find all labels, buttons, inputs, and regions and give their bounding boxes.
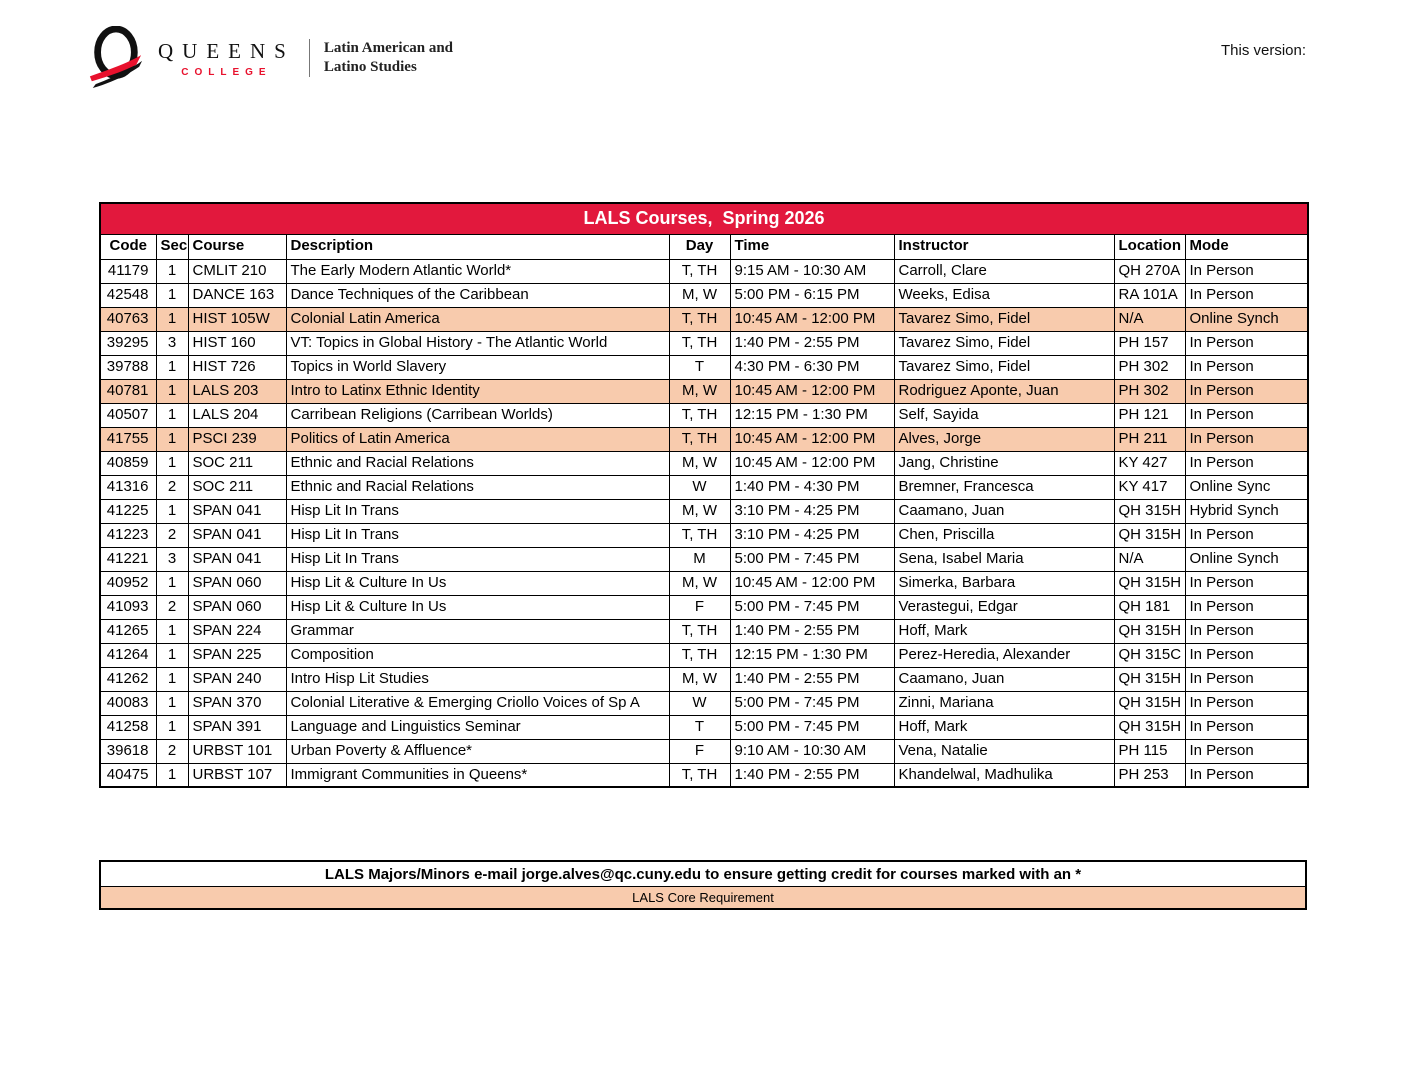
cell-sec: 1 <box>156 499 188 523</box>
cell-location: QH 315C <box>1114 643 1185 667</box>
cell-day: W <box>669 691 730 715</box>
cell-instructor: Zinni, Mariana <box>894 691 1114 715</box>
table-row <box>100 355 1308 379</box>
cell-location: PH 302 <box>1114 379 1185 403</box>
cell-description: Immigrant Communities in Queens* <box>286 763 669 787</box>
cell-instructor: Tavarez Simo, Fidel <box>894 307 1114 331</box>
cell-code: 41093 <box>100 595 156 619</box>
cell-location: KY 427 <box>1114 451 1185 475</box>
cell-description: Colonial Literative & Emerging Criollo Voices of Sp A <box>286 691 669 715</box>
cell-course: SPAN 060 <box>188 595 286 619</box>
cell-description: Carribean Religions (Carribean Worlds) <box>286 403 669 427</box>
cell-mode: In Person <box>1185 571 1308 595</box>
cell-sec: 2 <box>156 595 188 619</box>
cell-course: DANCE 163 <box>188 283 286 307</box>
cell-description: Hisp Lit & Culture In Us <box>286 571 669 595</box>
column-header-course: Course <box>188 234 286 259</box>
cell-code: 40952 <box>100 571 156 595</box>
table-row <box>100 667 1308 691</box>
column-header-description: Description <box>286 234 669 259</box>
cell-code: 40781 <box>100 379 156 403</box>
cell-location: QH 315H <box>1114 691 1185 715</box>
column-header-code: Code <box>100 234 156 259</box>
cell-description: Ethnic and Racial Relations <box>286 475 669 499</box>
cell-mode: In Person <box>1185 619 1308 643</box>
cell-instructor: Verastegui, Edgar <box>894 595 1114 619</box>
cell-description: Dance Techniques of the Caribbean <box>286 283 669 307</box>
cell-code: 41225 <box>100 499 156 523</box>
cell-day: T, TH <box>669 331 730 355</box>
cell-day: T, TH <box>669 523 730 547</box>
cell-sec: 1 <box>156 283 188 307</box>
cell-description: Colonial Latin America <box>286 307 669 331</box>
cell-sec: 1 <box>156 763 188 787</box>
column-header-location: Location <box>1114 234 1185 259</box>
cell-sec: 1 <box>156 403 188 427</box>
cell-code: 40083 <box>100 691 156 715</box>
cell-code: 41264 <box>100 643 156 667</box>
cell-mode: In Person <box>1185 355 1308 379</box>
cell-description: Grammar <box>286 619 669 643</box>
cell-time: 5:00 PM - 7:45 PM <box>730 691 894 715</box>
cell-description: Topics in World Slavery <box>286 355 669 379</box>
cell-time: 10:45 AM - 12:00 PM <box>730 427 894 451</box>
cell-instructor: Alves, Jorge <box>894 427 1114 451</box>
table-row <box>100 763 1308 787</box>
cell-time: 5:00 PM - 7:45 PM <box>730 595 894 619</box>
cell-instructor: Self, Sayida <box>894 403 1114 427</box>
cell-mode: Online Synch <box>1185 547 1308 571</box>
cell-time: 5:00 PM - 6:15 PM <box>730 283 894 307</box>
table-row <box>100 379 1308 403</box>
cell-course: LALS 204 <box>188 403 286 427</box>
cell-description: Hisp Lit In Trans <box>286 523 669 547</box>
cell-sec: 1 <box>156 643 188 667</box>
cell-mode: In Person <box>1185 739 1308 763</box>
cell-description: Hisp Lit & Culture In Us <box>286 595 669 619</box>
cell-day: T <box>669 715 730 739</box>
cell-time: 9:10 AM - 10:30 AM <box>730 739 894 763</box>
cell-instructor: Caamano, Juan <box>894 499 1114 523</box>
cell-location: PH 302 <box>1114 355 1185 379</box>
cell-course: SPAN 041 <box>188 499 286 523</box>
cell-code: 41258 <box>100 715 156 739</box>
cell-course: SOC 211 <box>188 475 286 499</box>
cell-course: PSCI 239 <box>188 427 286 451</box>
cell-instructor: Sena, Isabel Maria <box>894 547 1114 571</box>
cell-mode: In Person <box>1185 763 1308 787</box>
table-title: LALS Courses, Spring 2026 <box>100 203 1308 234</box>
cell-description: Politics of Latin America <box>286 427 669 451</box>
cell-time: 10:45 AM - 12:00 PM <box>730 307 894 331</box>
cell-time: 1:40 PM - 2:55 PM <box>730 619 894 643</box>
cell-instructor: Chen, Priscilla <box>894 523 1114 547</box>
cell-code: 42548 <box>100 283 156 307</box>
cell-sec: 1 <box>156 571 188 595</box>
core-requirement-legend: LALS Core Requirement <box>101 887 1305 908</box>
column-header-mode: Mode <box>1185 234 1308 259</box>
cell-sec: 3 <box>156 331 188 355</box>
table-row <box>100 427 1308 451</box>
course-table-header-row <box>100 234 1308 259</box>
table-row <box>100 619 1308 643</box>
cell-location: PH 115 <box>1114 739 1185 763</box>
cell-code: 41262 <box>100 667 156 691</box>
cell-code: 41755 <box>100 427 156 451</box>
cell-description: The Early Modern Atlantic World* <box>286 259 669 283</box>
table-row <box>100 523 1308 547</box>
table-row <box>100 499 1308 523</box>
cell-description: Intro Hisp Lit Studies <box>286 667 669 691</box>
cell-mode: In Person <box>1185 379 1308 403</box>
cell-sec: 1 <box>156 715 188 739</box>
cell-location: PH 253 <box>1114 763 1185 787</box>
table-row <box>100 259 1308 283</box>
cell-sec: 1 <box>156 259 188 283</box>
cell-day: T, TH <box>669 763 730 787</box>
cell-location: N/A <box>1114 547 1185 571</box>
cell-mode: In Person <box>1185 643 1308 667</box>
department-name <box>324 39 453 77</box>
table-row <box>100 307 1308 331</box>
cell-mode: In Person <box>1185 259 1308 283</box>
table-row <box>100 331 1308 355</box>
cell-location: QH 181 <box>1114 595 1185 619</box>
cell-mode: In Person <box>1185 283 1308 307</box>
table-row <box>100 283 1308 307</box>
cell-day: T, TH <box>669 427 730 451</box>
table-row <box>100 547 1308 571</box>
cell-time: 10:45 AM - 12:00 PM <box>730 379 894 403</box>
cell-time: 12:15 PM - 1:30 PM <box>730 643 894 667</box>
cell-sec: 1 <box>156 427 188 451</box>
cell-instructor: Hoff, Mark <box>894 619 1114 643</box>
cell-description: Language and Linguistics Seminar <box>286 715 669 739</box>
cell-day: F <box>669 739 730 763</box>
cell-code: 39788 <box>100 355 156 379</box>
cell-course: SPAN 060 <box>188 571 286 595</box>
cell-sec: 3 <box>156 547 188 571</box>
cell-instructor: Bremner, Francesca <box>894 475 1114 499</box>
cell-location: QH 315H <box>1114 619 1185 643</box>
cell-location: PH 121 <box>1114 403 1185 427</box>
cell-day: M, W <box>669 379 730 403</box>
table-row <box>100 595 1308 619</box>
cell-sec: 1 <box>156 451 188 475</box>
cell-time: 3:10 PM - 4:25 PM <box>730 499 894 523</box>
cell-time: 1:40 PM - 4:30 PM <box>730 475 894 499</box>
column-header-day: Day <box>669 234 730 259</box>
cell-mode: Online Synch <box>1185 307 1308 331</box>
cell-instructor: Tavarez Simo, Fidel <box>894 355 1114 379</box>
column-header-sec: Sec <box>156 234 188 259</box>
cell-course: LALS 203 <box>188 379 286 403</box>
cell-code: 39618 <box>100 739 156 763</box>
cell-instructor: Caamano, Juan <box>894 667 1114 691</box>
cell-course: SPAN 370 <box>188 691 286 715</box>
cell-course: SOC 211 <box>188 451 286 475</box>
cell-code: 40859 <box>100 451 156 475</box>
cell-sec: 1 <box>156 619 188 643</box>
cell-time: 10:45 AM - 12:00 PM <box>730 451 894 475</box>
cell-day: M, W <box>669 571 730 595</box>
cell-course: URBST 107 <box>188 763 286 787</box>
cell-time: 1:40 PM - 2:55 PM <box>730 763 894 787</box>
cell-mode: Online Sync <box>1185 475 1308 499</box>
cell-code: 39295 <box>100 331 156 355</box>
cell-day: T, TH <box>669 259 730 283</box>
cell-mode: In Person <box>1185 523 1308 547</box>
cell-code: 41223 <box>100 523 156 547</box>
course-table <box>99 202 1309 788</box>
college-wordmark <box>158 39 295 78</box>
department-line2: Latino Studies <box>323 59 417 75</box>
cell-mode: In Person <box>1185 331 1308 355</box>
cell-location: KY 417 <box>1114 475 1185 499</box>
cell-location: PH 157 <box>1114 331 1185 355</box>
department-line1: Latin American and <box>323 40 454 57</box>
cell-sec: 1 <box>156 667 188 691</box>
cell-location: PH 211 <box>1114 427 1185 451</box>
cell-description: Hisp Lit In Trans <box>286 547 669 571</box>
cell-sec: 1 <box>156 379 188 403</box>
cell-instructor: Weeks, Edisa <box>894 283 1114 307</box>
cell-time: 10:45 AM - 12:00 PM <box>730 571 894 595</box>
cell-location: QH 315H <box>1114 499 1185 523</box>
cell-sec: 2 <box>156 739 188 763</box>
cell-code: 41316 <box>100 475 156 499</box>
cell-course: SPAN 225 <box>188 643 286 667</box>
cell-location: N/A <box>1114 307 1185 331</box>
cell-instructor: Hoff, Mark <box>894 715 1114 739</box>
cell-course: HIST 726 <box>188 355 286 379</box>
cell-time: 9:15 AM - 10:30 AM <box>730 259 894 283</box>
cell-time: 1:40 PM - 2:55 PM <box>730 331 894 355</box>
cell-mode: In Person <box>1185 667 1308 691</box>
table-row <box>100 643 1308 667</box>
footer-box <box>99 860 1307 910</box>
cell-course: URBST 101 <box>188 739 286 763</box>
cell-location: QH 315H <box>1114 667 1185 691</box>
cell-course: SPAN 224 <box>188 619 286 643</box>
cell-code: 40763 <box>100 307 156 331</box>
cell-code: 41179 <box>100 259 156 283</box>
cell-day: F <box>669 595 730 619</box>
cell-day: T, TH <box>669 643 730 667</box>
cell-day: M, W <box>669 283 730 307</box>
college-name: QUEENS <box>158 38 295 63</box>
cell-time: 5:00 PM - 7:45 PM <box>730 547 894 571</box>
cell-course: CMLIT 210 <box>188 259 286 283</box>
cell-code: 41265 <box>100 619 156 643</box>
cell-description: Composition <box>286 643 669 667</box>
cell-mode: In Person <box>1185 595 1308 619</box>
table-row <box>100 739 1308 763</box>
cell-day: M, W <box>669 499 730 523</box>
cell-mode: In Person <box>1185 691 1308 715</box>
queens-q-logo-icon <box>86 26 144 90</box>
cell-day: M, W <box>669 667 730 691</box>
cell-day: T, TH <box>669 619 730 643</box>
cell-day: W <box>669 475 730 499</box>
cell-instructor: Vena, Natalie <box>894 739 1114 763</box>
column-header-instructor: Instructor <box>894 234 1114 259</box>
cell-location: QH 270A <box>1114 259 1185 283</box>
cell-code: 41221 <box>100 547 156 571</box>
logo-divider <box>309 39 310 77</box>
cell-location: QH 315H <box>1114 715 1185 739</box>
cell-day: M <box>669 547 730 571</box>
cell-location: QH 315H <box>1114 571 1185 595</box>
cell-time: 5:00 PM - 7:45 PM <box>730 715 894 739</box>
table-row <box>100 475 1308 499</box>
cell-instructor: Khandelwal, Madhulika <box>894 763 1114 787</box>
queens-college-logo <box>86 26 453 90</box>
cell-description: Hisp Lit In Trans <box>286 499 669 523</box>
cell-mode: Hybrid Synch <box>1185 499 1308 523</box>
cell-course: HIST 160 <box>188 331 286 355</box>
cell-description: Intro to Latinx Ethnic Identity <box>286 379 669 403</box>
cell-description: VT: Topics in Global History - The Atlantic World <box>286 331 669 355</box>
table-row <box>100 451 1308 475</box>
cell-sec: 1 <box>156 355 188 379</box>
cell-sec: 2 <box>156 523 188 547</box>
cell-day: T, TH <box>669 307 730 331</box>
cell-instructor: Perez-Heredia, Alexander <box>894 643 1114 667</box>
cell-instructor: Rodriguez Aponte, Juan <box>894 379 1114 403</box>
cell-code: 40475 <box>100 763 156 787</box>
cell-description: Urban Poverty & Affluence* <box>286 739 669 763</box>
cell-mode: In Person <box>1185 427 1308 451</box>
cell-instructor: Simerka, Barbara <box>894 571 1114 595</box>
cell-mode: In Person <box>1185 715 1308 739</box>
cell-instructor: Jang, Christine <box>894 451 1114 475</box>
cell-location: QH 315H <box>1114 523 1185 547</box>
cell-sec: 1 <box>156 307 188 331</box>
cell-time: 3:10 PM - 4:25 PM <box>730 523 894 547</box>
cell-course: HIST 105W <box>188 307 286 331</box>
cell-time: 4:30 PM - 6:30 PM <box>730 355 894 379</box>
cell-day: T <box>669 355 730 379</box>
table-row <box>100 571 1308 595</box>
table-row <box>100 715 1308 739</box>
cell-time: 1:40 PM - 2:55 PM <box>730 667 894 691</box>
cell-instructor: Tavarez Simo, Fidel <box>894 331 1114 355</box>
column-header-time: Time <box>730 234 894 259</box>
cell-course: SPAN 240 <box>188 667 286 691</box>
cell-day: M, W <box>669 451 730 475</box>
cell-time: 12:15 PM - 1:30 PM <box>730 403 894 427</box>
version-label: This version: <box>1221 42 1307 59</box>
cell-sec: 1 <box>156 691 188 715</box>
table-title-row <box>100 203 1308 234</box>
cell-day: T, TH <box>669 403 730 427</box>
cell-sec: 2 <box>156 475 188 499</box>
course-table-body <box>100 259 1308 787</box>
cell-mode: In Person <box>1185 451 1308 475</box>
table-row <box>100 403 1308 427</box>
college-subname: COLLEGE <box>181 66 272 78</box>
cell-course: SPAN 041 <box>188 547 286 571</box>
course-table-container <box>99 202 1307 788</box>
cell-course: SPAN 041 <box>188 523 286 547</box>
cell-course: SPAN 391 <box>188 715 286 739</box>
majors-minors-note: LALS Majors/Minors e-mail jorge.alves@qc.cuny.edu to ensure getting credit for courses marked with an * <box>101 862 1305 887</box>
cell-instructor: Carroll, Clare <box>894 259 1114 283</box>
cell-mode: In Person <box>1185 403 1308 427</box>
cell-location: RA 101A <box>1114 283 1185 307</box>
cell-code: 40507 <box>100 403 156 427</box>
cell-description: Ethnic and Racial Relations <box>286 451 669 475</box>
table-row <box>100 691 1308 715</box>
